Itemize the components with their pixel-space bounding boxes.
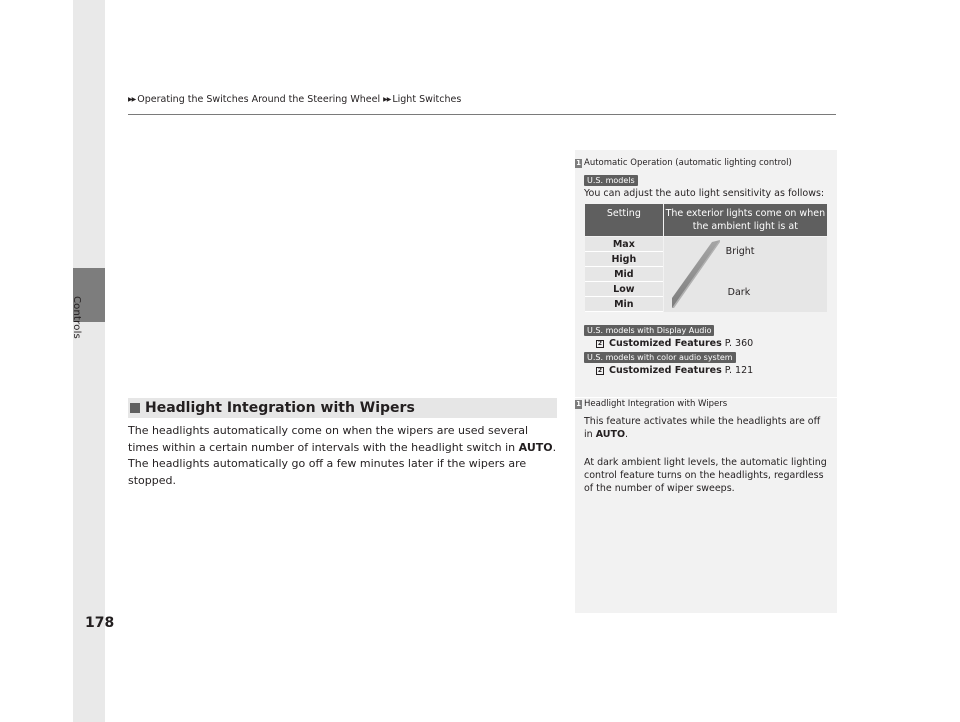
main-para-1: The headlights automatically come on when the wipers are used several times within a certain number of intervals with the headlight switch in AUTO. [128,424,557,454]
breadcrumb-item-light-switches[interactable]: Light Switches [392,94,462,105]
note-icon: 1 [576,158,581,167]
table-ambient-column [664,237,827,312]
breadcrumb-item-switches[interactable]: Operating the Switches Around the Steering Wheel [137,94,381,105]
xref-customized-features-121[interactable]: 2 Customized Features P. 121 [597,365,754,376]
cross-reference-icon: 2 [597,339,603,347]
badge-display-audio: U.S. models with Display Audio [584,325,714,336]
table-settings-column [585,237,663,312]
note-wipers-p2: At dark ambient light levels, the automatic lighting control feature turns on the headlights, regardless of the number of wiper sweeps. [584,457,827,494]
table-row: Low [585,282,663,297]
cross-reference-icon: 2 [597,366,603,374]
note-divider [575,397,837,398]
sensitivity-table [585,204,827,312]
side-tab-label: Controls [71,296,82,339]
note-title-headlight-wipers: 1 Headlight Integration with Wipers [576,399,728,409]
section-square-icon [130,403,140,413]
page-number: 178 [85,615,115,631]
table-row: Mid [585,267,663,282]
table-row: High [585,252,663,267]
bright-label: Bright [725,246,755,257]
note-icon: 1 [576,399,581,408]
table-row: Max [585,237,663,252]
table-header-ambient: The exterior lights come on when the ambient light is at [664,204,827,236]
side-tab-background-top [73,0,105,268]
badge-us-models: U.S. models [584,175,638,186]
breadcrumb-arrow-icon: ▶▶ [383,96,391,103]
section-title: Headlight Integration with Wipers [145,400,415,416]
header-divider [128,114,836,115]
breadcrumb [128,94,464,105]
main-body-text [128,423,558,489]
note-auto-intro: You can adjust the auto light sensitivity as follows: [584,188,825,199]
table-header [585,204,827,236]
dark-label: Dark [727,287,751,298]
main-para-2: The headlights automatically go off a few minutes later if the wipers are stopped. [128,457,527,487]
note-wipers-p1: This feature activates while the headlights are off in AUTO. [584,416,821,440]
table-header-setting: Setting [585,204,663,236]
xref-customized-features-360[interactable]: 2 Customized Features P. 360 [597,338,754,349]
table-row: Min [585,297,663,312]
section-header [128,398,557,418]
brightness-wedge-icon [672,240,720,308]
breadcrumb-arrow-icon: ▶▶ [128,96,136,103]
badge-color-audio: U.S. models with color audio system [584,352,736,363]
side-tab-background-bottom [73,322,105,722]
note-title-automatic-operation: 1 Automatic Operation (automatic lighting control) [576,158,792,168]
table-body [585,237,827,312]
